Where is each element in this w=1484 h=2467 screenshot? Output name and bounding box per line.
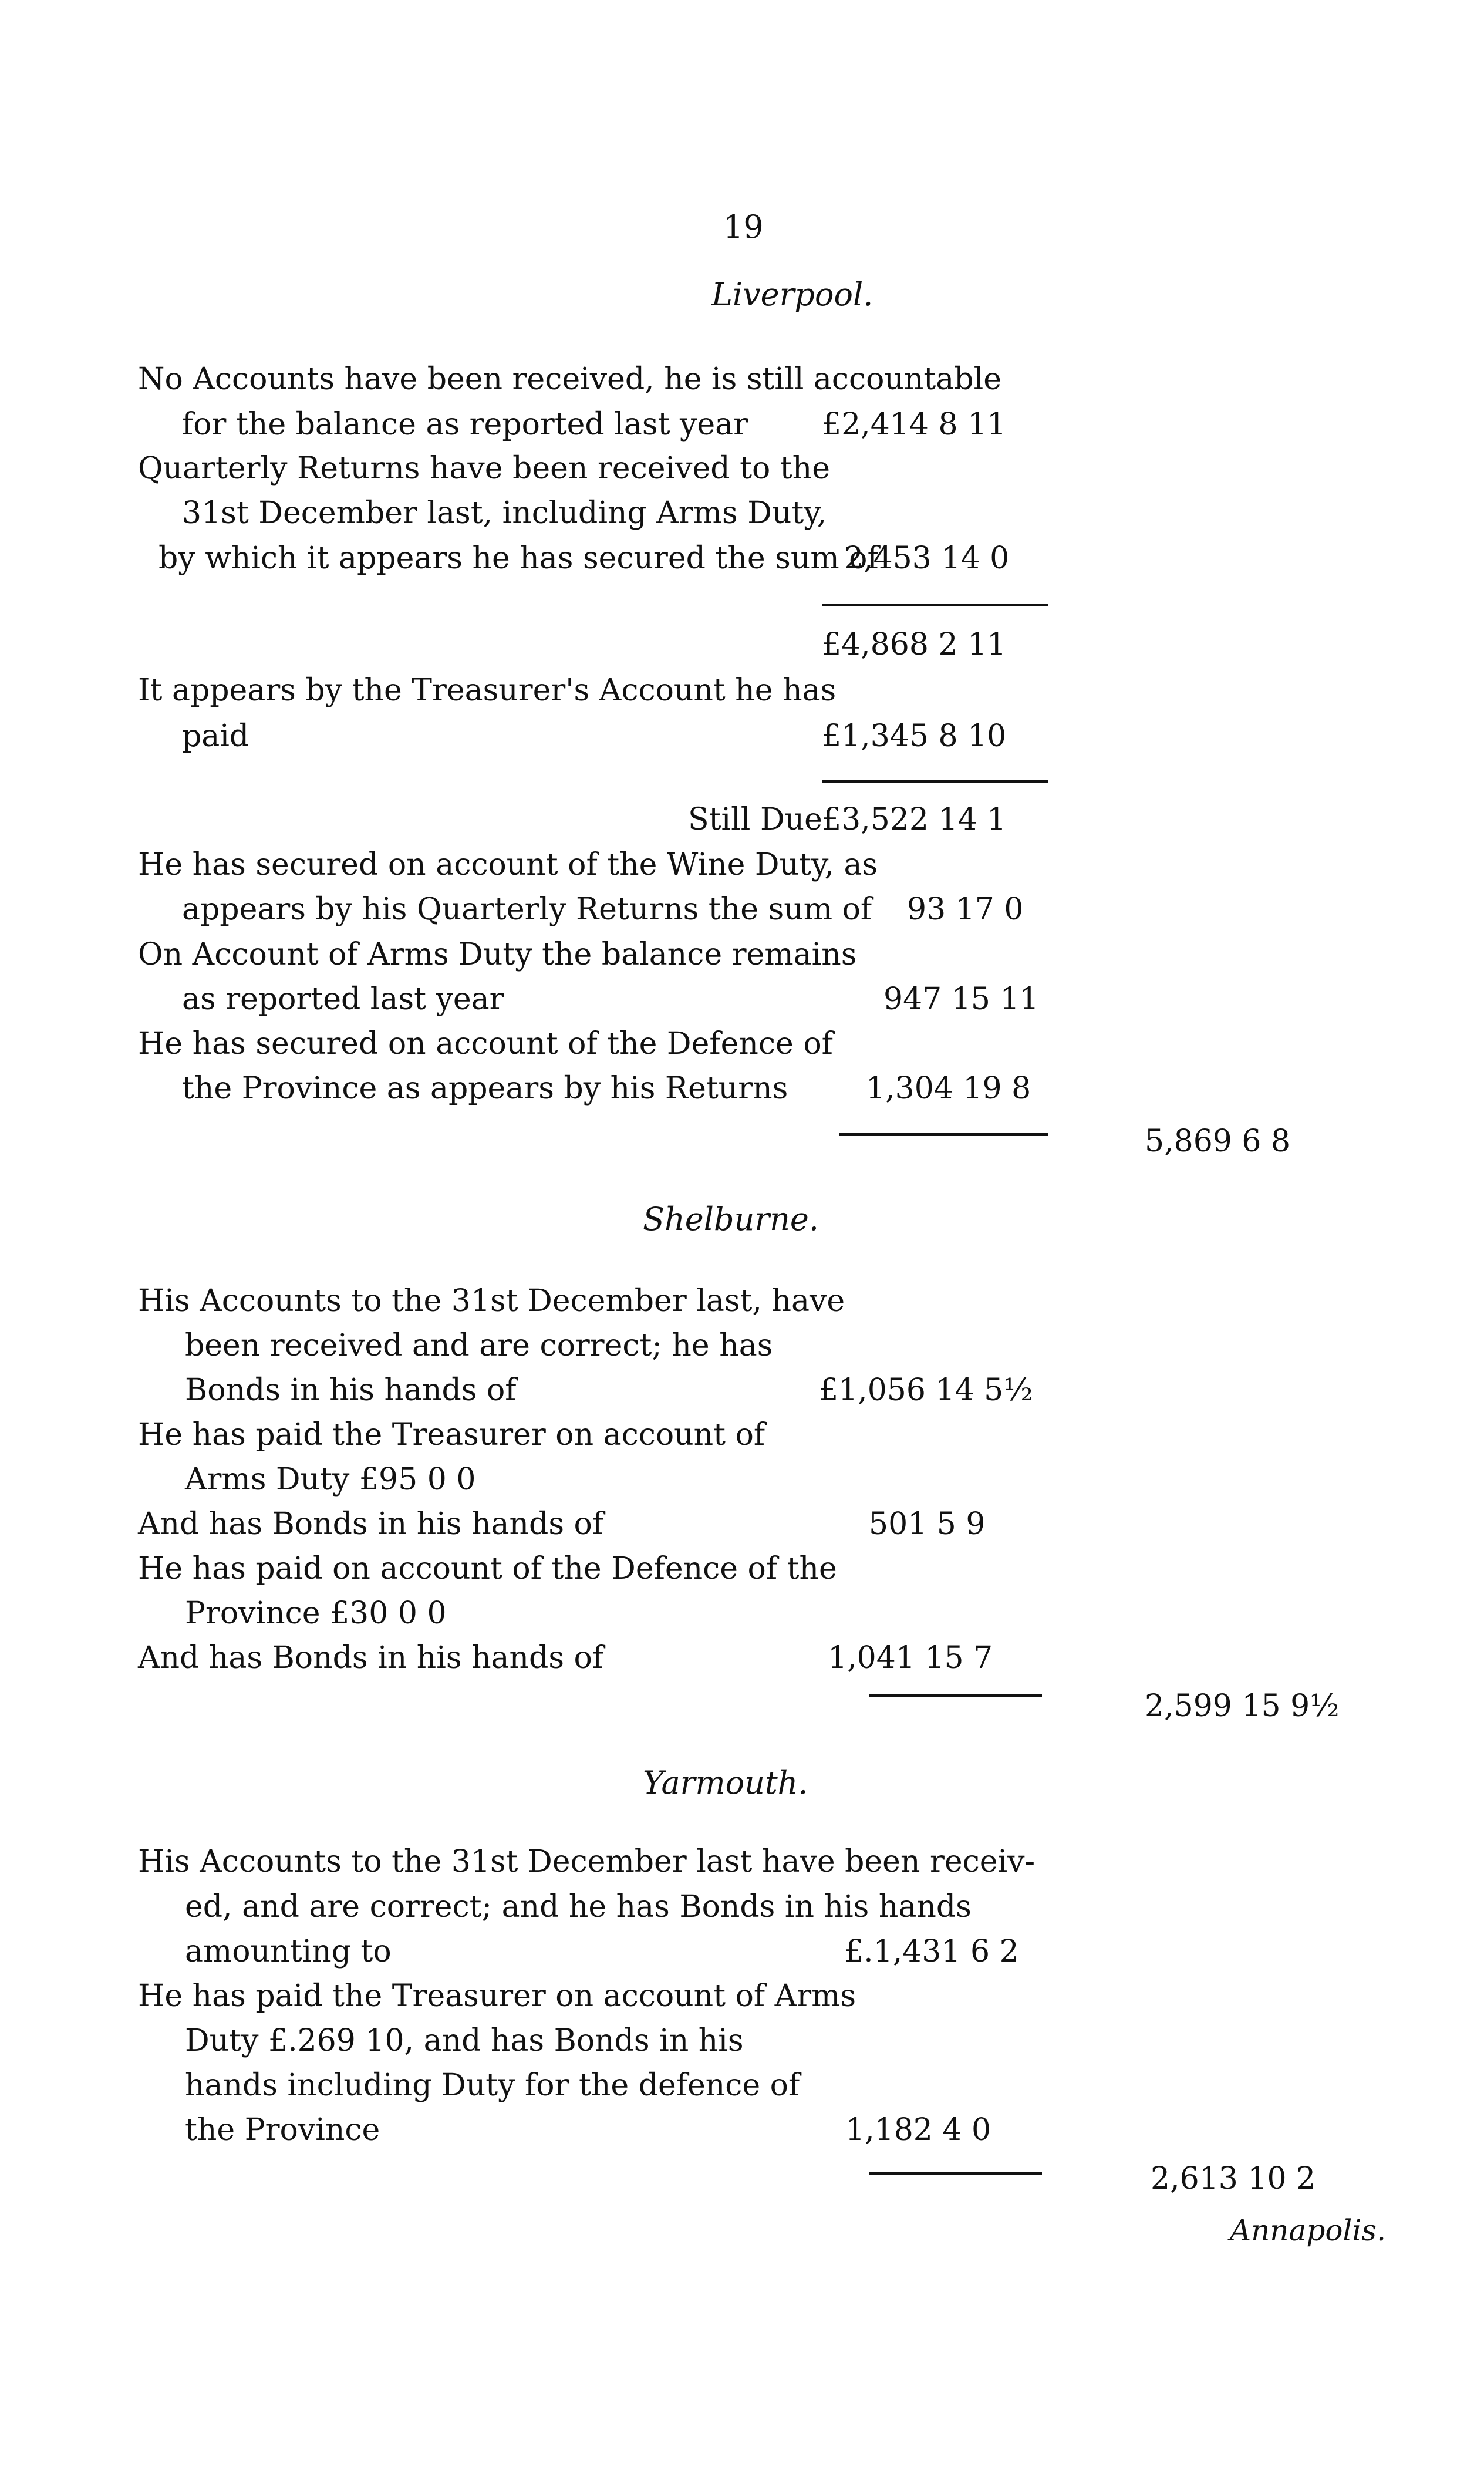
amount: 1,041 15 7	[828, 1640, 993, 1676]
text-line: the Province as appears by his Returns	[182, 1071, 788, 1106]
text-line: No Accounts have been received, he is still accountable	[138, 362, 1001, 397]
amount: 1,182 4 0	[845, 2112, 991, 2148]
text-line: for the balance as reported last year	[182, 407, 748, 442]
text-line: been received and are correct; he has	[185, 1328, 773, 1363]
text-line: paid	[182, 719, 249, 754]
sum-rule	[822, 780, 1048, 783]
sum-rule	[822, 604, 1048, 606]
section-total-liverpool: 5,869 6 8	[1145, 1124, 1291, 1159]
text-line: He has secured on account of the Defence of	[138, 1026, 833, 1061]
amount: 947 15 11	[883, 982, 1039, 1017]
amount: £1,345 8 10	[822, 719, 1007, 754]
text-line: ed, and are correct; and he has Bonds in his hands	[185, 1889, 972, 1925]
text-line: Arms Duty £95 0 0	[185, 1462, 476, 1497]
text-line: by which it appears he has secured the sum of	[158, 541, 879, 576]
catchword: Annapolis.	[1230, 2213, 1386, 2247]
amount: £3,522 14 1	[822, 802, 1007, 837]
section-total-yarmouth: 2,613 10 2	[1151, 2161, 1316, 2196]
text-line: amounting to	[185, 1934, 392, 1969]
text-line: Quarterly Returns have been received to the	[138, 451, 830, 486]
section-heading-yarmouth: Yarmouth.	[643, 1764, 808, 1801]
amount: £2,414 8 11	[822, 407, 1007, 442]
text-line: On Account of Arms Duty the balance remains	[138, 937, 857, 972]
sum-rule	[869, 2172, 1042, 2175]
text-line: His Accounts to the 31st December last, have	[138, 1283, 845, 1319]
amount: £4,868 2 11	[822, 627, 1007, 662]
text-line: Bonds in his hands of	[185, 1373, 517, 1408]
text-line: appears by his Quarterly Returns the sum of	[182, 892, 872, 927]
text-line: hands including Duty for the defence of	[185, 2068, 800, 2103]
text-line: Still Due	[688, 802, 822, 837]
section-heading-shelburne: Shelburne.	[643, 1201, 819, 1238]
text-line: Duty £.269 10, and has Bonds in his	[185, 2023, 744, 2058]
text-line: And has Bonds in his hands of	[138, 1507, 604, 1542]
text-line: His Accounts to the 31st December last have been receiv-	[138, 1844, 1036, 1879]
text-line: He has paid on account of the Defence of the	[138, 1551, 837, 1586]
text-line: It appears by the Treasurer's Account he has	[138, 673, 837, 708]
section-heading-liverpool: Liverpool.	[711, 276, 873, 313]
text-line: the Province	[185, 2112, 380, 2148]
page-number: 19	[723, 208, 764, 245]
amount: £.1,431 6 2	[844, 1934, 1019, 1969]
text-line: 31st December last, including Arms Duty,	[182, 496, 827, 531]
text-line: Province £30 0 0	[185, 1596, 447, 1631]
amount: 501 5 9	[869, 1507, 986, 1542]
section-total-shelburne: 2,599 15 9½	[1145, 1689, 1340, 1724]
amount: £1,056 14 5½	[819, 1373, 1033, 1408]
text-line: He has paid the Treasurer on account of	[138, 1417, 765, 1452]
amount: 2,453 14 0	[844, 541, 1010, 576]
amount: 1,304 19 8	[866, 1071, 1031, 1106]
text-line: as reported last year	[182, 982, 504, 1017]
text-line: And has Bonds in his hands of	[138, 1640, 604, 1676]
sum-rule	[839, 1133, 1048, 1136]
text-line: He has secured on account of the Wine Duty, as	[138, 847, 878, 882]
amount: 93 17 0	[907, 892, 1024, 927]
sum-rule	[869, 1694, 1042, 1697]
text-line: He has paid the Treasurer on account of Arms	[138, 1979, 856, 2014]
